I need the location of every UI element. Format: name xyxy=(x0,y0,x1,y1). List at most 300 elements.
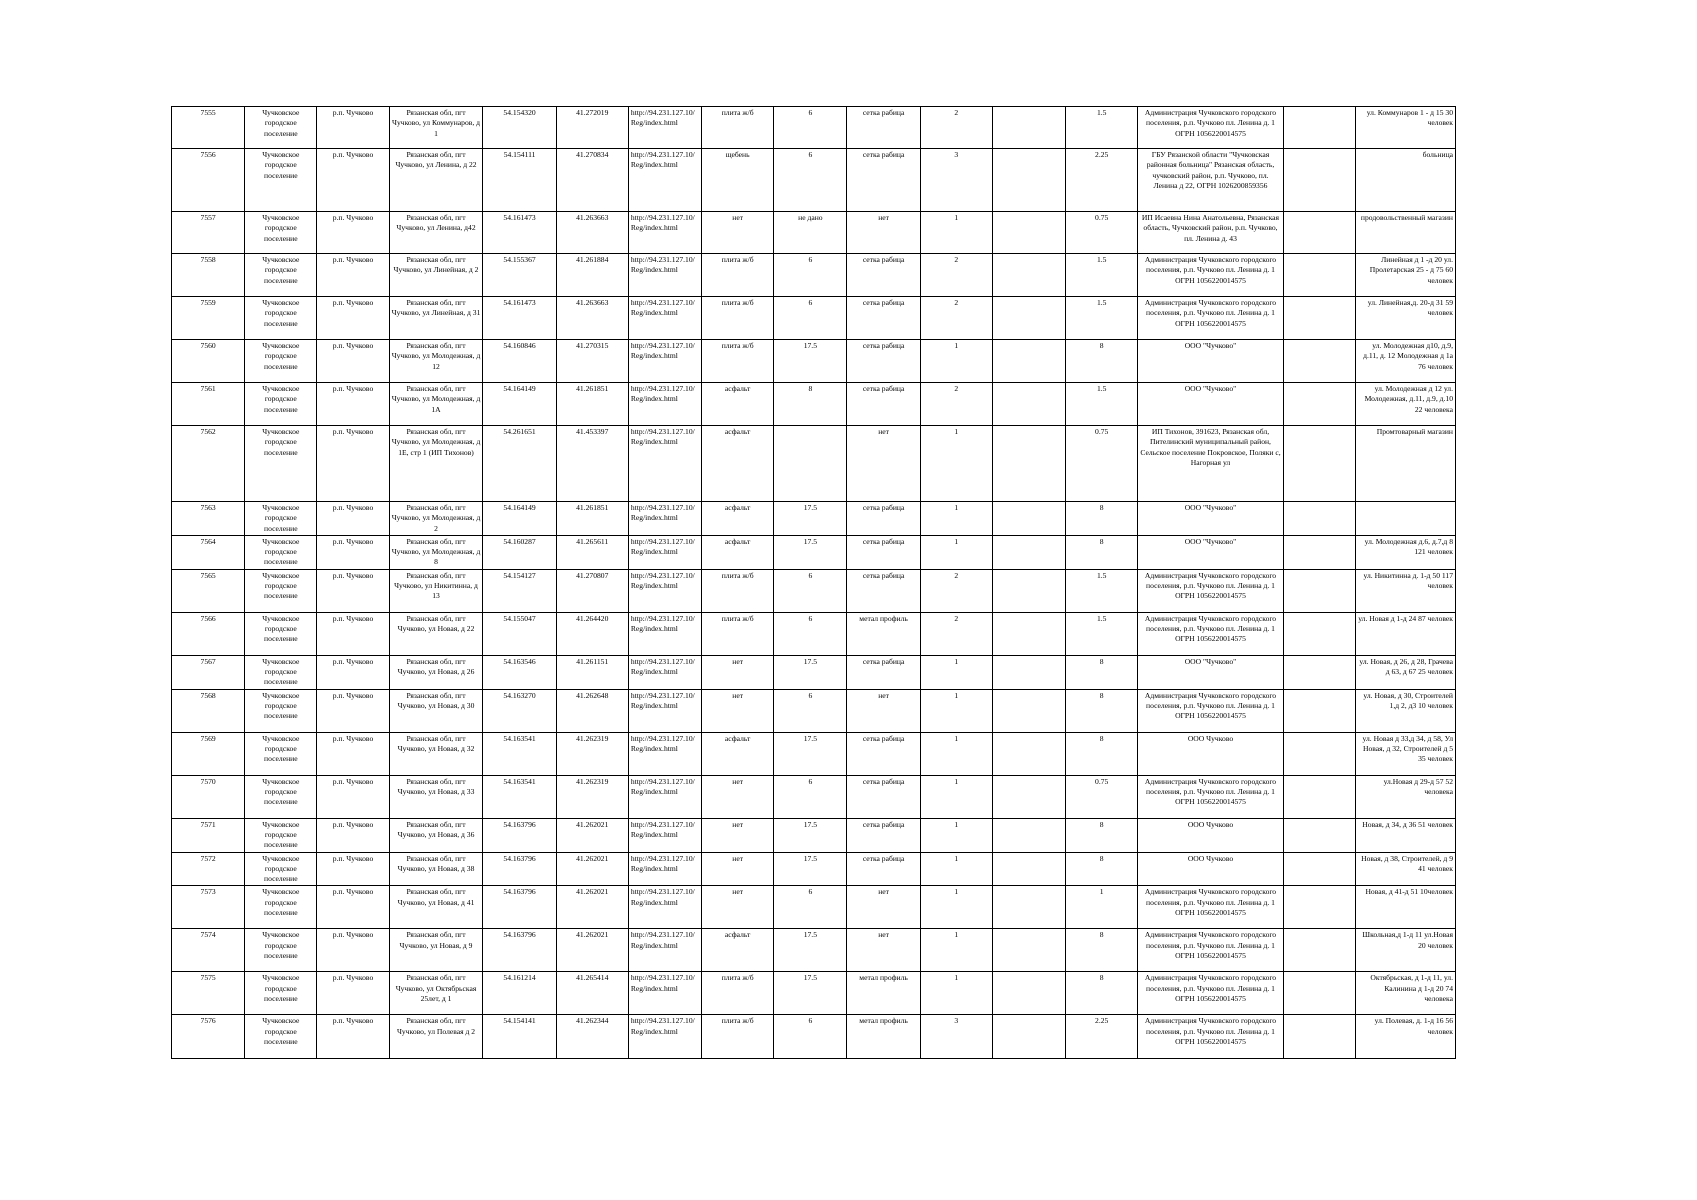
container-count-cell: 1 xyxy=(920,426,992,502)
surface-cell: асфальт xyxy=(702,929,774,972)
container-count-cell: 1 xyxy=(920,502,992,536)
served-objects-cell: ул. Новая, д 30, Строителей 1,д 2, д3 10 человек xyxy=(1355,689,1455,732)
surface-cell: асфальт xyxy=(702,383,774,426)
table-row xyxy=(172,886,1456,929)
table-row xyxy=(172,212,1456,254)
owner-cell: ООО "Чучково" xyxy=(1138,502,1283,536)
container-count-cell: 1 xyxy=(920,732,992,775)
area-cell: 6 xyxy=(774,569,847,612)
surface-cell: плита ж/б xyxy=(702,297,774,340)
empty-cell xyxy=(1283,535,1355,569)
address-cell: Рязанская обл, пгт Чучково, ул Новая, д 22 xyxy=(389,612,483,655)
empty-cell xyxy=(992,732,1065,775)
table-row xyxy=(172,1015,1456,1059)
container-count-cell: 1 xyxy=(920,212,992,254)
container-count-cell: 1 xyxy=(920,886,992,929)
area-cell: 6 xyxy=(774,107,847,149)
owner-cell: ИП Исаевна Нина Анатольевна, Рязанская область, Чучковский район, р.п. Чучково, пл. Ленина д. 43 xyxy=(1138,212,1283,254)
longitude-cell: 41.262344 xyxy=(556,1015,628,1059)
area-cell: 6 xyxy=(774,775,847,818)
locality-cell: р.п. Чучково xyxy=(317,340,389,383)
owner-cell: Администрация Чучковского городского поселения, р.п. Чучково пл. Ленина д. 1 ОГРН 1056220014575 xyxy=(1138,612,1283,655)
locality-cell: р.п. Чучково xyxy=(317,254,389,297)
surface-cell: нет xyxy=(702,212,774,254)
url-cell: http://94.231.127.10/Reg/index.html xyxy=(628,107,701,149)
row-id: 7568 xyxy=(172,689,245,732)
longitude-cell: 41.262021 xyxy=(556,818,628,852)
latitude-cell: 54.163541 xyxy=(483,775,556,818)
area-cell: 6 xyxy=(774,689,847,732)
latitude-cell: 54.160846 xyxy=(483,340,556,383)
empty-cell xyxy=(1283,689,1355,732)
surface-cell: плита ж/б xyxy=(702,972,774,1015)
settlement-cell: Чучковское городское поселение xyxy=(245,689,317,732)
surface-cell: плита ж/б xyxy=(702,254,774,297)
container-count-cell: 1 xyxy=(920,852,992,886)
owner-cell: Администрация Чучковского городского поселения, р.п. Чучково пл. Ленина д. 1 ОГРН 1056220014575 xyxy=(1138,569,1283,612)
empty-cell xyxy=(992,929,1065,972)
container-count-cell: 2 xyxy=(920,254,992,297)
surface-cell: плита ж/б xyxy=(702,1015,774,1059)
latitude-cell: 54.155367 xyxy=(483,254,556,297)
address-cell: Рязанская обл, пгт Чучково, ул Молодежная, д 12 xyxy=(389,340,483,383)
empty-cell xyxy=(1283,818,1355,852)
row-id: 7557 xyxy=(172,212,245,254)
locality-cell: р.п. Чучково xyxy=(317,107,389,149)
longitude-cell: 41.453397 xyxy=(556,426,628,502)
latitude-cell: 54.163796 xyxy=(483,886,556,929)
served-objects-cell: ул. Молодежная д10, д.9, д.11, д. 12 Молодежная д 1а 76 человек xyxy=(1355,340,1455,383)
owner-cell: Администрация Чучковского городского поселения, р.п. Чучково пл. Ленина д. 1 ОГРН 1056220014575 xyxy=(1138,689,1283,732)
row-id: 7561 xyxy=(172,383,245,426)
container-count-cell: 1 xyxy=(920,689,992,732)
served-objects-cell: Новая, д 38, Строителей, д 9 41 человек xyxy=(1355,852,1455,886)
table-row xyxy=(172,732,1456,775)
longitude-cell: 41.264420 xyxy=(556,612,628,655)
table-row xyxy=(172,426,1456,502)
row-id: 7559 xyxy=(172,297,245,340)
settlement-cell: Чучковское городское поселение xyxy=(245,612,317,655)
container-count-cell: 1 xyxy=(920,655,992,689)
empty-cell xyxy=(992,149,1065,212)
area-cell xyxy=(774,426,847,502)
latitude-cell: 54.164149 xyxy=(483,383,556,426)
owner-cell: ООО "Чучково" xyxy=(1138,655,1283,689)
owner-cell: Администрация Чучковского городского поселения, р.п. Чучково пл. Ленина д. 1 ОГРН 1056220014575 xyxy=(1138,254,1283,297)
fence-cell: сетка рабица xyxy=(847,107,920,149)
address-cell: Рязанская обл, пгт Чучково, ул Новая, д 38 xyxy=(389,852,483,886)
table-row xyxy=(172,254,1456,297)
row-id: 7573 xyxy=(172,886,245,929)
table-row xyxy=(172,383,1456,426)
locality-cell: р.п. Чучково xyxy=(317,929,389,972)
volume-cell: 1.5 xyxy=(1066,107,1138,149)
surface-cell: плита ж/б xyxy=(702,340,774,383)
url-cell: http://94.231.127.10/Reg/index.html xyxy=(628,655,701,689)
surface-cell: асфальт xyxy=(702,732,774,775)
url-cell: http://94.231.127.10/Reg/index.html xyxy=(628,426,701,502)
row-id: 7558 xyxy=(172,254,245,297)
settlement-cell: Чучковское городское поселение xyxy=(245,818,317,852)
surface-cell: нет xyxy=(702,818,774,852)
fence-cell: сетка рабица xyxy=(847,655,920,689)
empty-cell xyxy=(992,107,1065,149)
surface-cell: нет xyxy=(702,775,774,818)
volume-cell: 1.5 xyxy=(1066,569,1138,612)
served-objects-cell: Новая, д 41-д 51 10человек xyxy=(1355,886,1455,929)
latitude-cell: 54.155047 xyxy=(483,612,556,655)
table-row xyxy=(172,297,1456,340)
owner-cell: ООО "Чучково" xyxy=(1138,383,1283,426)
longitude-cell: 41.262648 xyxy=(556,689,628,732)
locality-cell: р.п. Чучково xyxy=(317,689,389,732)
empty-cell xyxy=(1283,732,1355,775)
volume-cell: 8 xyxy=(1066,972,1138,1015)
table-row xyxy=(172,107,1456,149)
empty-cell xyxy=(992,689,1065,732)
longitude-cell: 41.262021 xyxy=(556,886,628,929)
row-id: 7575 xyxy=(172,972,245,1015)
latitude-cell: 54.154111 xyxy=(483,149,556,212)
empty-cell xyxy=(1283,569,1355,612)
empty-cell xyxy=(992,426,1065,502)
address-cell: Рязанская обл, пгт Чучково, ул Новая, д 26 xyxy=(389,655,483,689)
empty-cell xyxy=(992,502,1065,536)
empty-cell xyxy=(992,254,1065,297)
empty-cell xyxy=(992,297,1065,340)
empty-cell xyxy=(992,535,1065,569)
fence-cell: сетка рабица xyxy=(847,149,920,212)
volume-cell: 8 xyxy=(1066,852,1138,886)
locality-cell: р.п. Чучково xyxy=(317,972,389,1015)
empty-cell xyxy=(992,383,1065,426)
served-objects-cell: Октябрьская, д 1-д 11, ул. Калинина д 1-д 20 74 человека xyxy=(1355,972,1455,1015)
longitude-cell: 41.265611 xyxy=(556,535,628,569)
area-cell: 6 xyxy=(774,886,847,929)
settlement-cell: Чучковское городское поселение xyxy=(245,535,317,569)
surface-cell: асфальт xyxy=(702,426,774,502)
volume-cell: 8 xyxy=(1066,502,1138,536)
longitude-cell: 41.263663 xyxy=(556,212,628,254)
area-cell: 17.5 xyxy=(774,535,847,569)
latitude-cell: 54.161473 xyxy=(483,212,556,254)
empty-cell xyxy=(1283,254,1355,297)
longitude-cell: 41.270315 xyxy=(556,340,628,383)
row-id: 7569 xyxy=(172,732,245,775)
settlement-cell: Чучковское городское поселение xyxy=(245,149,317,212)
latitude-cell: 54.154320 xyxy=(483,107,556,149)
fence-cell: сетка рабица xyxy=(847,383,920,426)
empty-cell xyxy=(992,1015,1065,1059)
url-cell: http://94.231.127.10/Reg/index.html xyxy=(628,689,701,732)
locality-cell: р.п. Чучково xyxy=(317,149,389,212)
empty-cell xyxy=(992,972,1065,1015)
latitude-cell: 54.163270 xyxy=(483,689,556,732)
owner-cell: Администрация Чучковского городского поселения, р.п. Чучково пл. Ленина д. 1 ОГРН 1056220014575 xyxy=(1138,1015,1283,1059)
empty-cell xyxy=(1283,107,1355,149)
volume-cell: 1.5 xyxy=(1066,612,1138,655)
longitude-cell: 41.261851 xyxy=(556,502,628,536)
address-cell: Рязанская обл, пгт Чучково, ул Молодежная, д 2 xyxy=(389,502,483,536)
surface-cell: нет xyxy=(702,655,774,689)
table-row xyxy=(172,569,1456,612)
address-cell: Рязанская обл, пгт Чучково, ул Новая, д 33 xyxy=(389,775,483,818)
served-objects-cell: ул. Молодежная д 12 ул. Молодежная, д.11, д.9, д.10 22 человека xyxy=(1355,383,1455,426)
locality-cell: р.п. Чучково xyxy=(317,886,389,929)
address-cell: Рязанская обл, пгт Чучково, ул Полевая д 2 xyxy=(389,1015,483,1059)
row-id: 7556 xyxy=(172,149,245,212)
locality-cell: р.п. Чучково xyxy=(317,655,389,689)
area-cell: 17.5 xyxy=(774,818,847,852)
area-cell: 6 xyxy=(774,297,847,340)
row-id: 7572 xyxy=(172,852,245,886)
empty-cell xyxy=(1283,212,1355,254)
address-cell: Рязанская обл, пгт Чучково, ул Никитинна, д 13 xyxy=(389,569,483,612)
address-cell: Рязанская обл, пгт Чучково, ул Линейная, д 2 xyxy=(389,254,483,297)
owner-cell: ООО Чучково xyxy=(1138,732,1283,775)
area-cell: не дано xyxy=(774,212,847,254)
locality-cell: р.п. Чучково xyxy=(317,818,389,852)
table-row xyxy=(172,775,1456,818)
volume-cell: 2.25 xyxy=(1066,1015,1138,1059)
volume-cell: 8 xyxy=(1066,655,1138,689)
surface-cell: асфальт xyxy=(702,535,774,569)
volume-cell: 8 xyxy=(1066,340,1138,383)
row-id: 7576 xyxy=(172,1015,245,1059)
latitude-cell: 54.154141 xyxy=(483,1015,556,1059)
served-objects-cell: ул. Коммунаров 1 - д 15 30 человек xyxy=(1355,107,1455,149)
fence-cell: нет xyxy=(847,689,920,732)
fence-cell: сетка рабица xyxy=(847,297,920,340)
empty-cell xyxy=(1283,502,1355,536)
served-objects-cell: больница xyxy=(1355,149,1455,212)
settlement-cell: Чучковское городское поселение xyxy=(245,775,317,818)
longitude-cell: 41.262021 xyxy=(556,852,628,886)
area-cell: 6 xyxy=(774,612,847,655)
latitude-cell: 54.161214 xyxy=(483,972,556,1015)
empty-cell xyxy=(1283,972,1355,1015)
empty-cell xyxy=(1283,612,1355,655)
table-row xyxy=(172,502,1456,536)
container-count-cell: 1 xyxy=(920,340,992,383)
area-cell: 8 xyxy=(774,383,847,426)
owner-cell: ИП Тихонов, 391623, Рязанская обл, Пителинский муниципальный район, Сельское поселение Покровское, Поляки с, Нагорная ул xyxy=(1138,426,1283,502)
container-count-cell: 2 xyxy=(920,297,992,340)
url-cell: http://94.231.127.10/Reg/index.html xyxy=(628,929,701,972)
longitude-cell: 41.270807 xyxy=(556,569,628,612)
url-cell: http://94.231.127.10/Reg/index.html xyxy=(628,886,701,929)
longitude-cell: 41.261884 xyxy=(556,254,628,297)
settlement-cell: Чучковское городское поселение xyxy=(245,383,317,426)
area-cell: 17.5 xyxy=(774,340,847,383)
area-cell: 17.5 xyxy=(774,929,847,972)
table-row xyxy=(172,929,1456,972)
table-row xyxy=(172,340,1456,383)
row-id: 7567 xyxy=(172,655,245,689)
served-objects-cell: Промтоварный магазин xyxy=(1355,426,1455,502)
empty-cell xyxy=(992,569,1065,612)
served-objects-cell: ул.Новая д 29-д 57 52 человека xyxy=(1355,775,1455,818)
longitude-cell: 41.262021 xyxy=(556,929,628,972)
url-cell: http://94.231.127.10/Reg/index.html xyxy=(628,1015,701,1059)
surface-cell: плита ж/б xyxy=(702,612,774,655)
settlement-cell: Чучковское городское поселение xyxy=(245,886,317,929)
url-cell: http://94.231.127.10/Reg/index.html xyxy=(628,775,701,818)
container-count-cell: 2 xyxy=(920,107,992,149)
settlement-cell: Чучковское городское поселение xyxy=(245,212,317,254)
row-id: 7565 xyxy=(172,569,245,612)
owner-cell: ООО "Чучково" xyxy=(1138,340,1283,383)
address-cell: Рязанская обл, пгт Чучково, ул Молодежная, д 1А xyxy=(389,383,483,426)
settlement-cell: Чучковское городское поселение xyxy=(245,502,317,536)
owner-cell: ООО Чучково xyxy=(1138,818,1283,852)
url-cell: http://94.231.127.10/Reg/index.html xyxy=(628,254,701,297)
fence-cell: метал профиль xyxy=(847,612,920,655)
settlement-cell: Чучковское городское поселение xyxy=(245,569,317,612)
row-id: 7574 xyxy=(172,929,245,972)
table-row xyxy=(172,972,1456,1015)
container-count-cell: 2 xyxy=(920,612,992,655)
locality-cell: р.п. Чучково xyxy=(317,1015,389,1059)
volume-cell: 8 xyxy=(1066,818,1138,852)
longitude-cell: 41.263663 xyxy=(556,297,628,340)
longitude-cell: 41.272019 xyxy=(556,107,628,149)
volume-cell: 2.25 xyxy=(1066,149,1138,212)
register-table xyxy=(171,106,1456,1059)
settlement-cell: Чучковское городское поселение xyxy=(245,254,317,297)
latitude-cell: 54.163796 xyxy=(483,818,556,852)
fence-cell: сетка рабица xyxy=(847,254,920,297)
empty-cell xyxy=(1283,383,1355,426)
volume-cell: 8 xyxy=(1066,689,1138,732)
served-objects-cell: ул. Никитинна д. 1-д 50 117 человек xyxy=(1355,569,1455,612)
fence-cell: нет xyxy=(847,886,920,929)
latitude-cell: 54.163796 xyxy=(483,852,556,886)
longitude-cell: 41.261851 xyxy=(556,383,628,426)
settlement-cell: Чучковское городское поселение xyxy=(245,297,317,340)
url-cell: http://94.231.127.10/Reg/index.html xyxy=(628,340,701,383)
served-objects-cell: ул. Новая, д 26, д 28, Грачева д 63, д 67 25 человек xyxy=(1355,655,1455,689)
owner-cell: Администрация Чучковского городского поселения, р.п. Чучково пл. Ленина д. 1 ОГРН 1056220014575 xyxy=(1138,297,1283,340)
container-count-cell: 1 xyxy=(920,775,992,818)
locality-cell: р.п. Чучково xyxy=(317,297,389,340)
fence-cell: сетка рабица xyxy=(847,340,920,383)
url-cell: http://94.231.127.10/Reg/index.html xyxy=(628,612,701,655)
address-cell: Рязанская обл, пгт Чучково, ул Коммунаров, д 1 xyxy=(389,107,483,149)
latitude-cell: 54.161473 xyxy=(483,297,556,340)
fence-cell: сетка рабица xyxy=(847,732,920,775)
served-objects-cell: Школьная,д 1-д 11 ул.Новая 20 человек xyxy=(1355,929,1455,972)
url-cell: http://94.231.127.10/Reg/index.html xyxy=(628,297,701,340)
address-cell: Рязанская обл, пгт Чучково, ул Ленина, д 22 xyxy=(389,149,483,212)
table-row xyxy=(172,818,1456,852)
volume-cell: 8 xyxy=(1066,732,1138,775)
owner-cell: Администрация Чучковского городского поселения, р.п. Чучково пл. Ленина д. 1 ОГРН 1056220014575 xyxy=(1138,886,1283,929)
owner-cell: ООО Чучково xyxy=(1138,852,1283,886)
container-count-cell: 3 xyxy=(920,149,992,212)
empty-cell xyxy=(992,818,1065,852)
address-cell: Рязанская обл, пгт Чучково, ул Октябрьская 25лет, д 1 xyxy=(389,972,483,1015)
area-cell: 17.5 xyxy=(774,972,847,1015)
empty-cell xyxy=(1283,775,1355,818)
surface-cell: щебень xyxy=(702,149,774,212)
surface-cell: нет xyxy=(702,689,774,732)
served-objects-cell: продовольственный магазин xyxy=(1355,212,1455,254)
surface-cell: плита ж/б xyxy=(702,569,774,612)
empty-cell xyxy=(992,852,1065,886)
served-objects-cell: ул. Линейная,д. 20-д 31 59 человек xyxy=(1355,297,1455,340)
owner-cell: ООО "Чучково" xyxy=(1138,535,1283,569)
row-id: 7566 xyxy=(172,612,245,655)
surface-cell: нет xyxy=(702,852,774,886)
settlement-cell: Чучковское городское поселение xyxy=(245,732,317,775)
locality-cell: р.п. Чучково xyxy=(317,502,389,536)
empty-cell xyxy=(992,886,1065,929)
volume-cell: 1.5 xyxy=(1066,254,1138,297)
empty-cell xyxy=(1283,852,1355,886)
row-id: 7555 xyxy=(172,107,245,149)
empty-cell xyxy=(1283,340,1355,383)
fence-cell: сетка рабица xyxy=(847,852,920,886)
fence-cell: метал профиль xyxy=(847,1015,920,1059)
volume-cell: 1 xyxy=(1066,886,1138,929)
fence-cell: нет xyxy=(847,426,920,502)
empty-cell xyxy=(992,212,1065,254)
container-count-cell: 1 xyxy=(920,535,992,569)
locality-cell: р.п. Чучково xyxy=(317,426,389,502)
owner-cell: Администрация Чучковского городского поселения, р.п. Чучково пл. Ленина д. 1 ОГРН 1056220014575 xyxy=(1138,972,1283,1015)
area-cell: 6 xyxy=(774,254,847,297)
locality-cell: р.п. Чучково xyxy=(317,852,389,886)
url-cell: http://94.231.127.10/Reg/index.html xyxy=(628,972,701,1015)
empty-cell xyxy=(1283,929,1355,972)
url-cell: http://94.231.127.10/Reg/index.html xyxy=(628,212,701,254)
locality-cell: р.п. Чучково xyxy=(317,535,389,569)
empty-cell xyxy=(1283,297,1355,340)
surface-cell: плита ж/б xyxy=(702,107,774,149)
served-objects-cell: ул. Новая д 33,д 34, д 58, Ул Новая, д 32, Строителей д 5 35 человек xyxy=(1355,732,1455,775)
area-cell: 17.5 xyxy=(774,502,847,536)
longitude-cell: 41.262319 xyxy=(556,775,628,818)
url-cell: http://94.231.127.10/Reg/index.html xyxy=(628,502,701,536)
latitude-cell: 54.154127 xyxy=(483,569,556,612)
volume-cell: 1.5 xyxy=(1066,297,1138,340)
address-cell: Рязанская обл, пгт Чучково, ул Ленина, д42 xyxy=(389,212,483,254)
address-cell: Рязанская обл, пгт Чучково, ул Новая, д 36 xyxy=(389,818,483,852)
url-cell: http://94.231.127.10/Reg/index.html xyxy=(628,383,701,426)
settlement-cell: Чучковское городское поселение xyxy=(245,655,317,689)
fence-cell: нет xyxy=(847,212,920,254)
volume-cell: 0.75 xyxy=(1066,426,1138,502)
row-id: 7571 xyxy=(172,818,245,852)
url-cell: http://94.231.127.10/Reg/index.html xyxy=(628,149,701,212)
locality-cell: р.п. Чучково xyxy=(317,732,389,775)
settlement-cell: Чучковское городское поселение xyxy=(245,107,317,149)
address-cell: Рязанская обл, пгт Чучково, ул Линейная, д 31 xyxy=(389,297,483,340)
surface-cell: нет xyxy=(702,886,774,929)
table-row xyxy=(172,535,1456,569)
container-count-cell: 3 xyxy=(920,1015,992,1059)
locality-cell: р.п. Чучково xyxy=(317,775,389,818)
row-id: 7560 xyxy=(172,340,245,383)
row-id: 7570 xyxy=(172,775,245,818)
surface-cell: асфальт xyxy=(702,502,774,536)
container-count-cell: 2 xyxy=(920,569,992,612)
longitude-cell: 41.265414 xyxy=(556,972,628,1015)
settlement-cell: Чучковское городское поселение xyxy=(245,340,317,383)
url-cell: http://94.231.127.10/Reg/index.html xyxy=(628,852,701,886)
fence-cell: сетка рабица xyxy=(847,775,920,818)
